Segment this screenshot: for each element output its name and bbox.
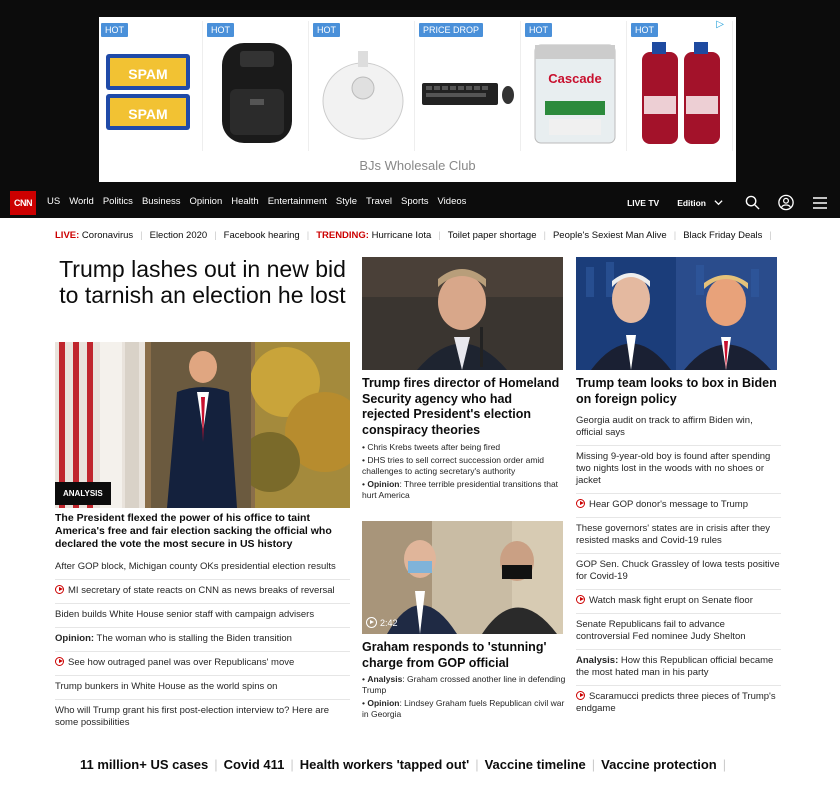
related-link-text: : Three terrible presidential transitions that hurt America (362, 479, 559, 500)
related-link-label: Opinion (367, 479, 400, 489)
live-tv-link[interactable] (627, 198, 659, 208)
trending-link-facebook[interactable]: Facebook hearing (223, 230, 300, 241)
nav-links (47, 196, 466, 207)
krebs-image[interactable] (362, 257, 563, 370)
related-link[interactable]: • Analysis: Graham crossed another line in defending Trump (362, 674, 566, 695)
related-link-text: : Lindsey Graham fuels Republican civil war in Georgia (362, 698, 565, 719)
trending-link-black-friday[interactable]: Black Friday Deals (683, 230, 763, 241)
video-play-icon (576, 499, 585, 508)
covid-topic-link[interactable]: Vaccine timeline (484, 757, 586, 772)
trending-label: TRENDING: (316, 230, 369, 241)
ad-product-tile[interactable] (417, 21, 521, 151)
krebs-related-links (362, 442, 567, 503)
story-link[interactable] (576, 649, 781, 685)
search-icon (744, 195, 760, 211)
divider: | (290, 757, 294, 772)
spam-cans-image (99, 35, 202, 151)
divider: | (591, 757, 596, 772)
story-link[interactable] (55, 675, 350, 699)
related-link[interactable]: • DHS tries to sell correct succession order amid challenges to acting secretary's authority (362, 455, 545, 476)
nav-link-politics[interactable]: Politics (102, 196, 133, 207)
cascade-tub-image (523, 35, 626, 151)
live-tv-label: LIVE TV (627, 197, 660, 208)
divider: | (475, 757, 479, 772)
ad-product-tile[interactable] (629, 21, 733, 151)
story-text: These governors' states are in crisis after they resisted masks and Covid-19 rules (576, 523, 771, 546)
col3-story-list (576, 410, 781, 721)
graham-headline[interactable]: Graham responds to 'stunning' charge from GOP official (362, 640, 547, 670)
analysis-badge: ANALYSIS (55, 482, 111, 505)
covid-topic-link[interactable]: Vaccine protection (601, 757, 717, 772)
trending-bar: LIVE: Coronavirus | Election 2020 | Facebook hearing | TRENDING: Hurricane Iota | Toilet paper shortage | People's Sexiest Man Alive | Black Friday Deals | (55, 230, 772, 241)
story-link[interactable] (576, 517, 781, 553)
ad-product-tile[interactable] (205, 21, 309, 151)
story-link[interactable] (55, 627, 350, 651)
search-button[interactable] (744, 195, 760, 211)
story-link[interactable] (55, 579, 350, 603)
hero-subheadline[interactable]: The President flexed the power of his office to taint America's free and fair election sacking the official who declared the vote the most secure in US history (55, 512, 332, 550)
story-text: Trump bunkers in White House as the world spins on (55, 681, 278, 692)
nav-link-health[interactable]: Health (231, 196, 259, 207)
ad-badge: HOT (525, 23, 552, 37)
user-account-icon (778, 195, 794, 211)
ad-badge: HOT (313, 23, 340, 37)
duration-label: 2:42 (380, 617, 398, 628)
ad-banner (0, 0, 840, 187)
story-link[interactable] (576, 685, 781, 721)
menu-button[interactable] (812, 195, 828, 211)
divider: | (214, 757, 218, 772)
video-play-icon (55, 657, 64, 666)
trending-link-hurricane[interactable]: Hurricane Iota (371, 230, 432, 241)
svg-text:Cascade: Cascade (547, 71, 602, 86)
story-text: Hear GOP donor's message to Trump (589, 499, 748, 510)
biden-trump-image[interactable] (576, 257, 777, 370)
nav-link-opinion[interactable]: Opinion (189, 196, 223, 207)
story-text: Who will Trump grant his first post-election interview to? Here are some possibilities (55, 705, 330, 728)
nav-link-videos[interactable]: Videos (437, 196, 467, 207)
story-text: Senate Republicans fail to advance controversial Fed nominee Judy Shelton (576, 619, 746, 642)
krebs-headline[interactable]: Trump fires director of Homeland Security agency who had rejected President's election conspiracy theories (362, 376, 560, 437)
robot-vacuum-image (311, 35, 414, 151)
keyboard-mouse-image (417, 35, 520, 151)
nav-link-business[interactable]: Business (141, 196, 181, 207)
ad-badge: HOT (207, 23, 234, 37)
hero-headline[interactable]: Trump lashes out in new bid to tarnish an election he lost (59, 256, 346, 308)
related-link-label: Analysis (367, 674, 403, 684)
related-link-text: : Graham crossed another line in defending Trump (362, 674, 566, 695)
related-link[interactable]: • Chris Krebs tweets after being fired (362, 442, 501, 452)
covid-topic-link[interactable]: Health workers 'tapped out' (299, 757, 470, 772)
nav-link-style[interactable]: Style (335, 196, 357, 207)
story-text: How this Republican official became the most hated man in his party (576, 655, 774, 678)
nav-link-us[interactable]: US (47, 196, 61, 207)
edition-label: Edition (677, 197, 706, 208)
story-link[interactable] (55, 603, 350, 627)
covid-topic-strip (80, 757, 732, 772)
story-link[interactable] (576, 553, 781, 589)
story-link[interactable] (55, 651, 350, 675)
video-play-icon (55, 585, 64, 594)
ad-product-tile[interactable] (523, 21, 627, 151)
story-text: Watch mask fight erupt on Senate floor (589, 595, 753, 606)
divider: | (722, 757, 727, 772)
col1-story-list (55, 556, 350, 735)
story-link[interactable] (55, 699, 350, 735)
story-text: MI secretary of state reacts on CNN as news breaks of reversal (68, 585, 335, 596)
ad-sponsor-label[interactable]: BJs Wholesale Club (359, 158, 476, 173)
story-link[interactable] (576, 410, 781, 445)
story-text: The woman who is stalling the Biden transition (94, 633, 292, 644)
related-link-text: Chris Krebs tweets after being fired (367, 442, 501, 452)
cnn-logo[interactable]: CNN (10, 191, 36, 215)
story-label: Analysis: (576, 655, 619, 666)
story-label: Opinion: (55, 633, 95, 644)
nav-link-world[interactable]: World (69, 196, 94, 207)
covid-topic-link[interactable]: 11 million+ US cases (80, 757, 209, 772)
svg-text:SPAM: SPAM (127, 66, 168, 82)
top-navigation (0, 187, 840, 218)
video-play-icon (576, 595, 585, 604)
related-link-label: Opinion (367, 698, 400, 708)
story-text: See how outraged panel was over Republicans' move (68, 657, 295, 668)
ad-badge: PRICE DROP (419, 23, 483, 37)
svg-text:SPAM: SPAM (127, 106, 168, 122)
trending-link-sexiest-man[interactable]: People's Sexiest Man Alive (552, 230, 667, 241)
nav-link-travel[interactable]: Travel (366, 196, 393, 207)
story-link[interactable] (55, 556, 350, 579)
trending-link-coronavirus[interactable]: Coronavirus (81, 230, 134, 241)
foreign-policy-headline[interactable]: Trump team looks to box in Biden on foreign policy (576, 376, 777, 406)
trending-link-toilet-paper[interactable]: Toilet paper shortage (447, 230, 537, 241)
video-duration (366, 617, 398, 628)
chevron-down-icon (710, 195, 726, 211)
story-text: Biden builds White House senior staff with campaign advisers (55, 609, 315, 620)
story-link[interactable] (576, 445, 781, 493)
related-link-text: DHS tries to sell correct succession order amid challenges to acting secretary's authority (362, 455, 545, 476)
ad-product-tile[interactable] (99, 21, 203, 151)
nav-link-entertainment[interactable]: Entertainment (267, 196, 327, 207)
trending-link-election[interactable]: Election 2020 (149, 230, 208, 241)
story-link[interactable] (576, 613, 781, 649)
story-text: Georgia audit on track to affirm Biden win, official says (576, 415, 753, 438)
live-label: LIVE: (55, 230, 80, 241)
edition-dropdown[interactable] (677, 195, 726, 211)
related-link[interactable]: • Opinion: Lindsey Graham fuels Republican civil war in Georgia (362, 698, 565, 719)
story-text: Scaramucci predicts three pieces of Trump's endgame (576, 691, 776, 714)
ad-product-tile[interactable] (311, 21, 415, 151)
adchoices-icon[interactable]: ▷ (716, 19, 724, 30)
story-link[interactable] (576, 493, 781, 517)
story-text: After GOP block, Michigan county OKs presidential election results (55, 561, 336, 572)
play-icon (366, 617, 377, 628)
graham-related-links (362, 674, 567, 722)
covid-topic-link[interactable]: Covid 411 (223, 757, 285, 772)
related-link[interactable]: • Opinion: Three terrible presidential transitions that hurt America (362, 479, 559, 500)
video-play-icon (576, 691, 585, 700)
account-button[interactable] (778, 195, 794, 211)
ad-badge: HOT (101, 23, 128, 37)
hamburger-menu-icon (812, 195, 828, 211)
nav-link-sports[interactable]: Sports (401, 196, 429, 207)
story-text: GOP Sen. Chuck Grassley of Iowa tests positive for Covid-19 (576, 559, 780, 582)
ad-badge: HOT (631, 23, 658, 37)
cranberry-juice-image (629, 35, 732, 151)
story-text: Missing 9-year-old boy is found after spending two nights lost in the woods with no shoes or jacket (576, 451, 771, 486)
story-link[interactable] (576, 589, 781, 613)
air-fryer-image (205, 35, 308, 151)
ad-unit[interactable] (99, 17, 736, 182)
